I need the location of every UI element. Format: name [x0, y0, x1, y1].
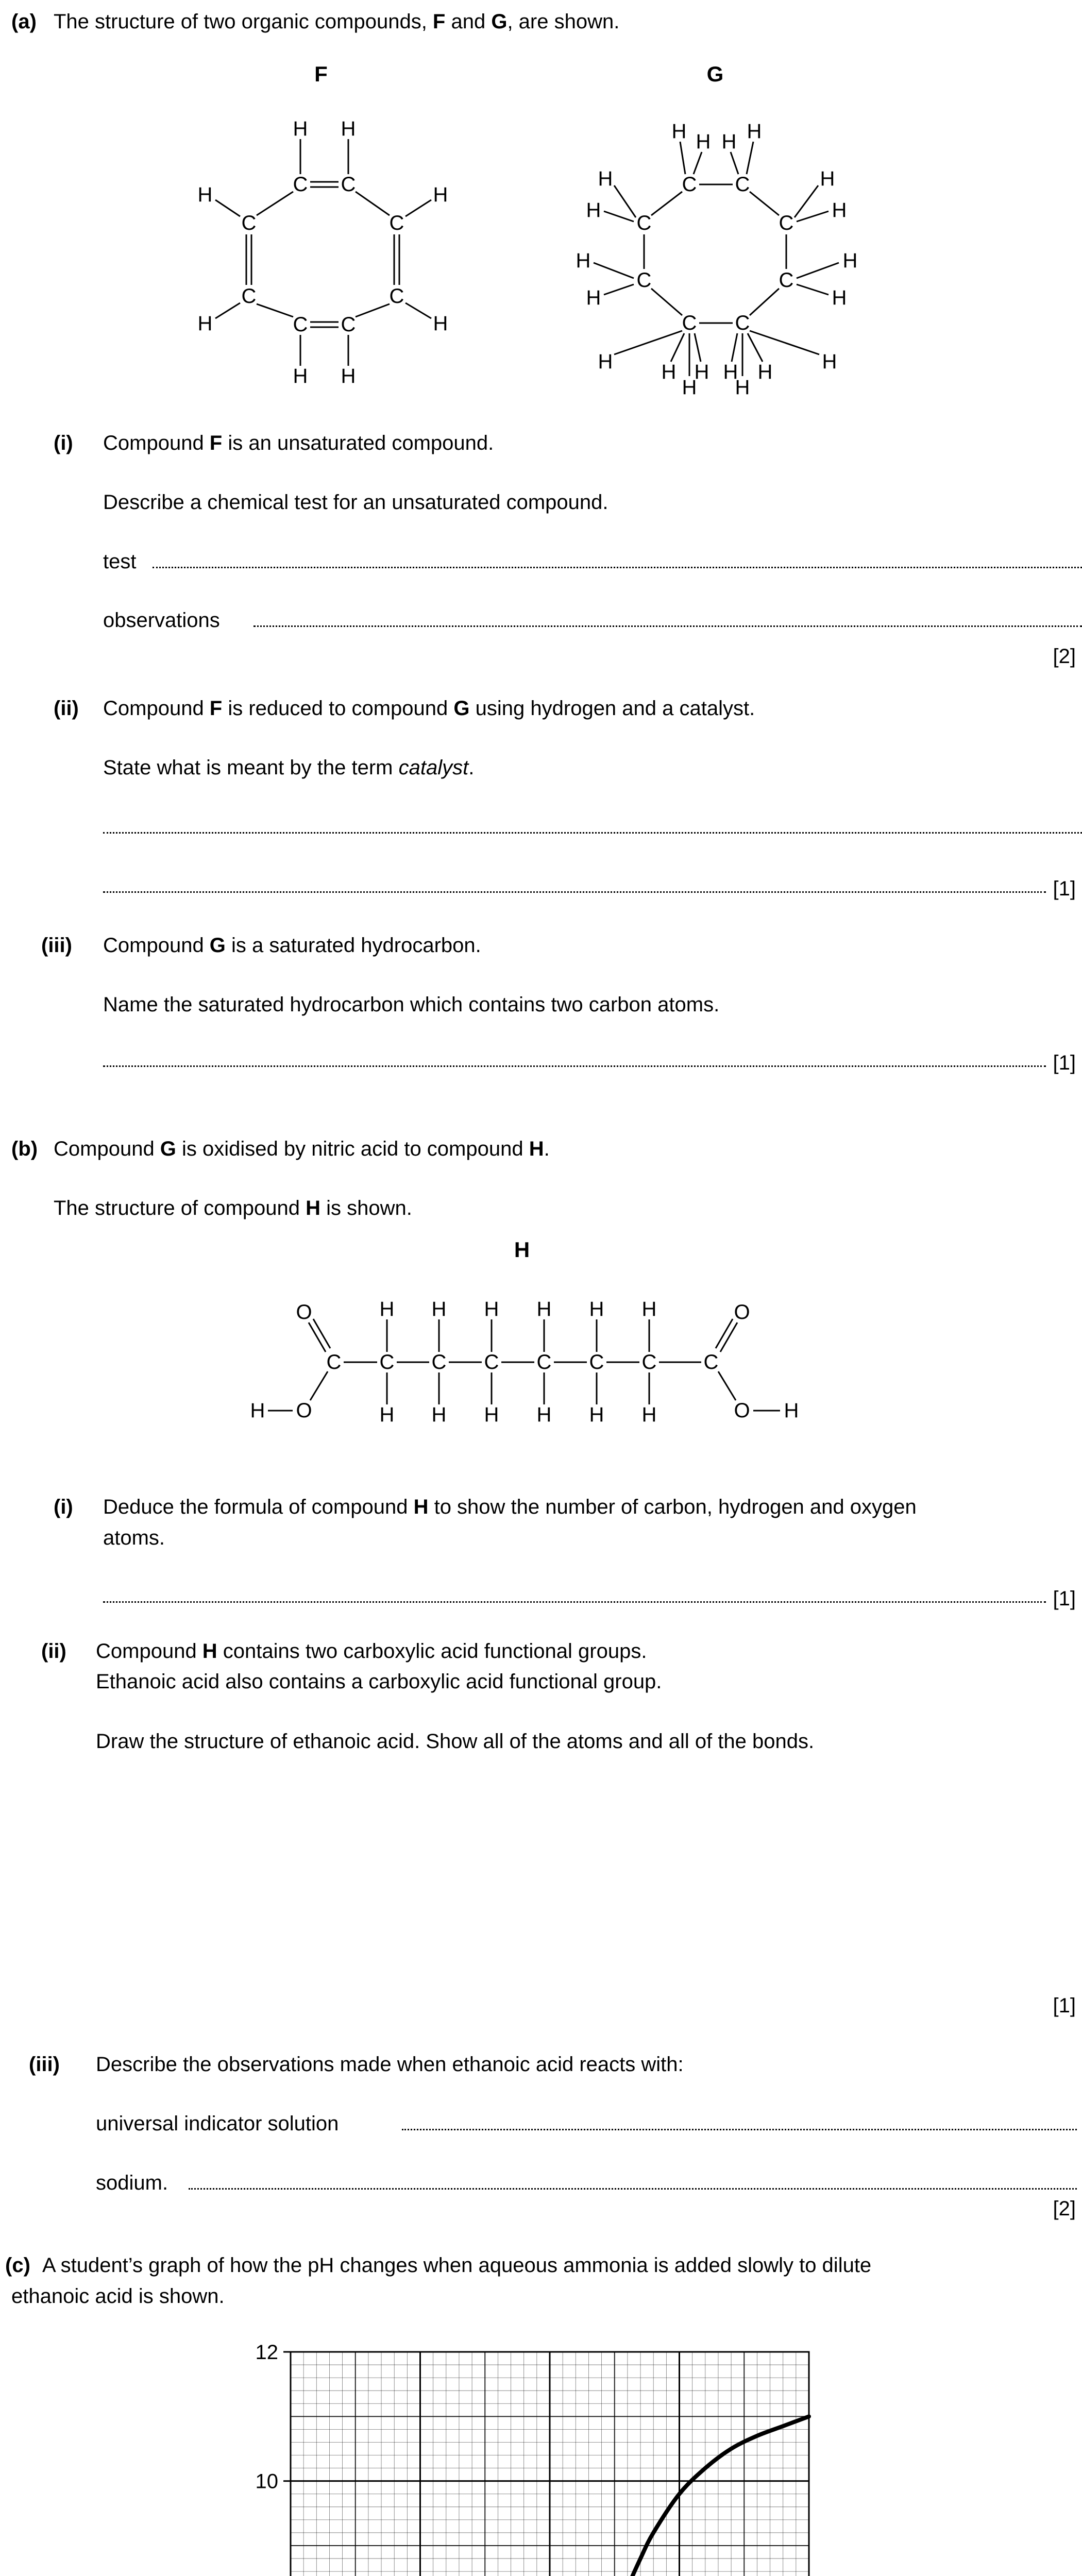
structure-g-diagram: [556, 57, 927, 407]
svg-text:C: C: [641, 1351, 657, 1374]
part-c-intro: A student’s graph of how the pH changes when aqueous ammonia is added slowly to dilute: [42, 2254, 872, 2277]
svg-text:H: H: [820, 167, 835, 190]
question-b-iii-label: (iii): [29, 2053, 60, 2076]
part-a-label: (a): [11, 10, 37, 33]
question-a-ii-text: Compound F is reduced to compound G using hydrogen and a catalyst.: [103, 697, 755, 720]
observations-answer-line[interactable]: [253, 625, 1082, 627]
hydrocarbon-answer-line[interactable]: [103, 1065, 1046, 1067]
question-b-ii-text-2: Ethanoic acid also contains a carboxylic acid functional group.: [96, 1670, 662, 1693]
svg-text:H: H: [598, 167, 613, 190]
test-answer-line[interactable]: [153, 567, 1082, 568]
marks-a-iii: [1]: [1053, 1052, 1076, 1074]
svg-text:C: C: [379, 1351, 395, 1374]
y-tick-label: 10: [255, 2470, 278, 2493]
svg-text:C: C: [779, 269, 794, 292]
svg-text:H: H: [641, 1298, 657, 1320]
svg-text:C: C: [241, 212, 257, 234]
part-c-label: (c): [5, 2254, 30, 2277]
svg-text:H: H: [694, 361, 709, 383]
svg-text:H: H: [197, 183, 213, 206]
svg-text:H: H: [586, 286, 601, 309]
marks-b-ii: [1]: [1053, 1994, 1076, 2017]
svg-text:H: H: [484, 1403, 499, 1422]
svg-text:C: C: [431, 1351, 447, 1374]
svg-text:H: H: [832, 199, 847, 222]
structure-f-label: F: [314, 62, 328, 86]
svg-text:H: H: [536, 1298, 552, 1320]
marks-b-iii: [2]: [1053, 2197, 1076, 2220]
observations-label: observations: [103, 609, 220, 632]
svg-text:H: H: [433, 183, 448, 206]
svg-text:H: H: [682, 376, 697, 399]
question-a-i-label: (i): [54, 432, 73, 454]
question-b-ii-text: Compound H contains two carboxylic acid functional groups.: [96, 1640, 647, 1663]
structure-f-diagram: [175, 57, 464, 397]
svg-text:H: H: [250, 1399, 265, 1422]
svg-text:H: H: [484, 1298, 499, 1320]
chart-tick-labels: [256, 2341, 821, 2576]
catalyst-answer-line-1[interactable]: [103, 832, 1082, 834]
svg-text:H: H: [536, 1403, 552, 1422]
structure-f-bonds: [215, 139, 431, 366]
svg-text:C: C: [241, 285, 257, 308]
svg-text:C: C: [703, 1351, 719, 1374]
svg-text:C: C: [293, 173, 308, 196]
part-b-intro: Compound G is oxidised by nitric acid to compound H.: [54, 1138, 550, 1160]
svg-text:C: C: [293, 313, 308, 336]
sodium-answer-line[interactable]: [189, 2188, 1077, 2190]
question-b-ii-label: (ii): [41, 1640, 66, 1663]
question-a-iii-instruction: Name the saturated hydrocarbon which contains two carbon atoms.: [103, 993, 720, 1016]
svg-text:C: C: [389, 285, 404, 308]
indicator-answer-line[interactable]: [402, 2129, 1077, 2130]
svg-text:H: H: [341, 365, 356, 387]
svg-text:O: O: [296, 1301, 312, 1324]
svg-text:C: C: [779, 212, 794, 234]
svg-text:H: H: [586, 199, 601, 222]
svg-text:C: C: [326, 1351, 342, 1374]
svg-text:O: O: [734, 1301, 750, 1324]
svg-text:H: H: [842, 249, 858, 272]
svg-text:H: H: [757, 361, 773, 383]
svg-text:H: H: [641, 1403, 657, 1422]
svg-text:C: C: [341, 173, 356, 196]
ethanoic-acid-drawing-area[interactable]: [96, 1767, 1064, 1978]
svg-text:C: C: [589, 1351, 604, 1374]
svg-text:H: H: [433, 312, 448, 335]
svg-text:H: H: [431, 1298, 447, 1320]
structure-g-atoms: [576, 120, 858, 399]
svg-text:H: H: [671, 120, 687, 143]
question-a-iii-label: (iii): [41, 934, 72, 957]
ph-titration-chart: [196, 2339, 845, 2576]
structure-g-bonds: [594, 142, 839, 376]
svg-text:H: H: [747, 120, 762, 143]
question-a-ii-label: (ii): [54, 697, 79, 720]
svg-text:C: C: [682, 173, 697, 196]
svg-text:H: H: [822, 350, 837, 373]
question-a-i-text: Compound F is an unsaturated compound.: [103, 432, 494, 454]
svg-text:H: H: [576, 249, 591, 272]
svg-text:H: H: [784, 1399, 799, 1422]
question-b-iii-text: Describe the observations made when ethanoic acid reacts with:: [96, 2053, 684, 2076]
svg-text:H: H: [293, 117, 308, 140]
question-a-ii-instruction: State what is meant by the term catalyst.: [103, 756, 475, 779]
question-a-iii-text: Compound G is a saturated hydrocarbon.: [103, 934, 481, 957]
svg-text:H: H: [735, 376, 750, 399]
svg-text:H: H: [661, 361, 677, 383]
svg-text:H: H: [723, 361, 738, 383]
svg-text:C: C: [735, 173, 750, 196]
part-b-label: (b): [11, 1138, 38, 1160]
svg-text:H: H: [341, 117, 356, 140]
structure-h-atoms: [250, 1298, 799, 1422]
svg-text:O: O: [296, 1399, 312, 1422]
question-b-i-text: Deduce the formula of compound H to show the number of carbon, hydrogen and oxygen: [103, 1496, 917, 1518]
svg-text:C: C: [484, 1351, 499, 1374]
test-label: test: [103, 550, 137, 573]
structure-h-diagram: [227, 1236, 835, 1422]
svg-text:H: H: [589, 1298, 604, 1320]
structure-h-label: H: [514, 1238, 530, 1262]
svg-text:C: C: [636, 269, 652, 292]
svg-text:H: H: [721, 130, 737, 153]
marks-a-i: [2]: [1053, 645, 1076, 668]
question-b-i-label: (i): [54, 1496, 73, 1518]
indicator-label: universal indicator solution: [96, 2112, 339, 2135]
svg-text:O: O: [734, 1399, 750, 1422]
svg-text:H: H: [379, 1403, 395, 1422]
part-c-intro-2: ethanoic acid is shown.: [11, 2285, 225, 2308]
svg-text:H: H: [598, 350, 613, 373]
part-b-intro-2: The structure of compound H is shown.: [54, 1197, 412, 1219]
svg-text:H: H: [293, 365, 308, 387]
chart-ticks: [283, 2352, 809, 2576]
sodium-label: sodium.: [96, 2172, 168, 2194]
part-a-intro: The structure of two organic compounds, F and G, are shown.: [54, 10, 620, 33]
svg-text:H: H: [589, 1403, 604, 1422]
svg-text:H: H: [696, 130, 711, 153]
svg-text:C: C: [735, 312, 750, 334]
marks-b-i: [1]: [1053, 1587, 1076, 1610]
svg-text:H: H: [832, 286, 847, 309]
formula-answer-line[interactable]: [103, 1601, 1046, 1603]
svg-text:C: C: [341, 313, 356, 336]
catalyst-answer-line-2[interactable]: [103, 891, 1046, 893]
svg-text:C: C: [636, 212, 652, 234]
y-tick-label: 12: [255, 2341, 278, 2364]
svg-text:C: C: [389, 212, 404, 234]
svg-text:C: C: [536, 1351, 552, 1374]
svg-text:C: C: [682, 312, 697, 334]
marks-a-ii: [1]: [1053, 877, 1076, 900]
structure-g-label: G: [706, 62, 724, 86]
svg-text:H: H: [431, 1403, 447, 1422]
question-b-ii-instruction: Draw the structure of ethanoic acid. Show all of the atoms and all of the bonds.: [96, 1730, 815, 1753]
svg-text:H: H: [379, 1298, 395, 1320]
svg-text:H: H: [197, 312, 213, 335]
structure-f-atoms: [198, 117, 448, 387]
question-b-i-text-2: atoms.: [103, 1527, 165, 1549]
question-a-i-instruction: Describe a chemical test for an unsaturated compound.: [103, 491, 608, 514]
